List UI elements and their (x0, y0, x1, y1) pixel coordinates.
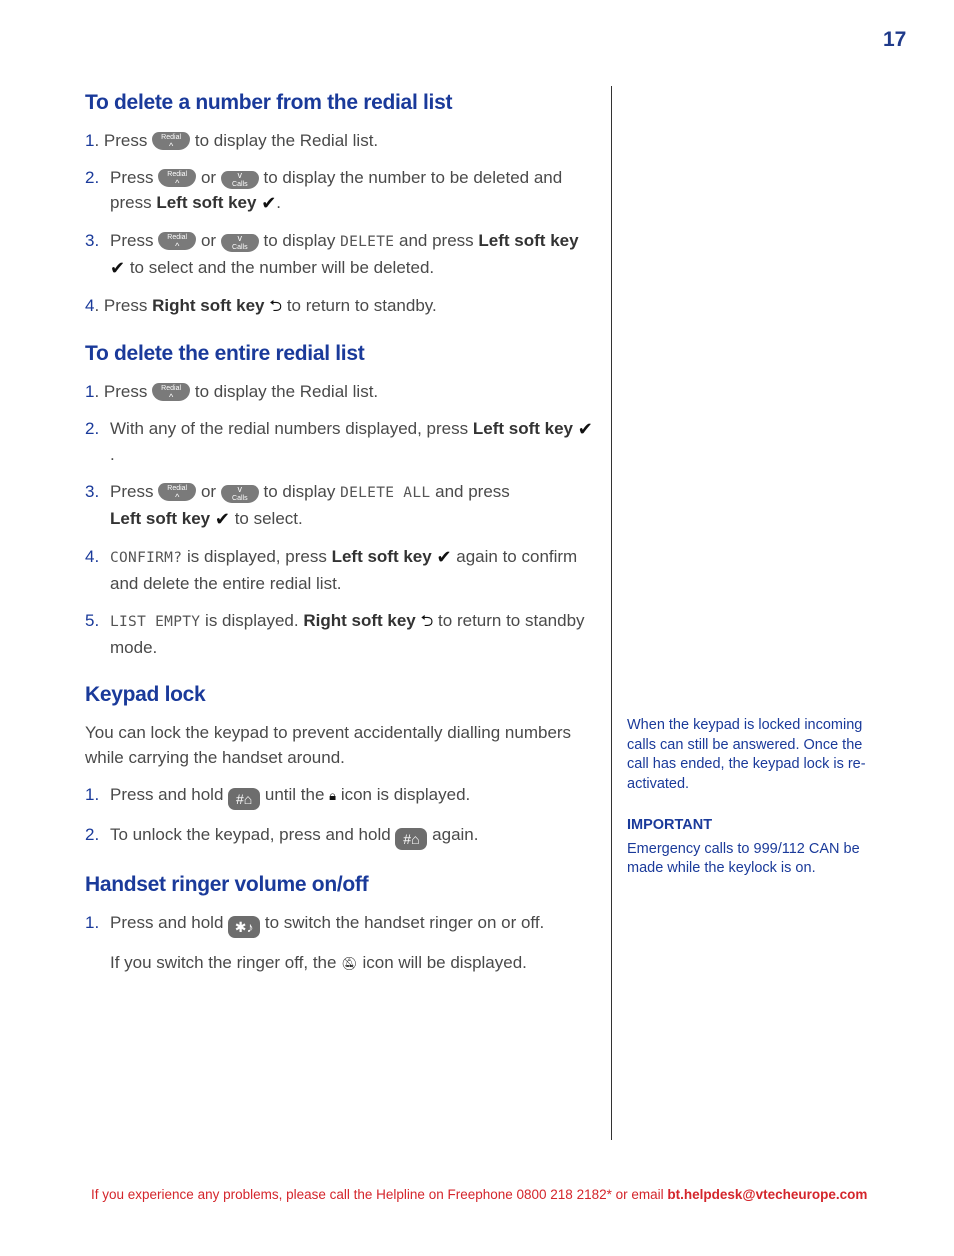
section-title: Keypad lock (85, 683, 206, 706)
intro-text: You can lock the keypad to prevent accidentally dialling numbers while carrying the handset around. (85, 723, 572, 767)
section-title: To delete the entire redial list (85, 342, 365, 365)
section-keypad-lock (85, 682, 595, 850)
hash-key-icon: #⌂ (228, 788, 260, 810)
step-5: 5. LIST EMPTY is displayed. Right soft key ⮌ to return to standby mode. (85, 611, 585, 657)
section-delete-all (85, 341, 595, 660)
star-key-icon: ✱♪ (228, 916, 260, 938)
step-1: 1. Press Redial ^ to display the Redial list. (85, 131, 379, 151)
footer-helpline: If you experience any problems, please call the Helpline on Freephone 0800 218 2182* or email bt.helpdesk@vtecheurope.com (91, 1187, 868, 1202)
step-1: 1. Press Redial ^ to display the Redial list. (85, 382, 379, 402)
tick-icon: ✔ (110, 258, 126, 278)
section-delete-number (85, 90, 595, 319)
sidebar-note: When the keypad is locked incoming calls can still be answered. Once the call has ended, the keypad lock is re-activated. (627, 717, 866, 792)
step-2: 2. To unlock the keypad, press and hold #⌂ again. (85, 822, 595, 850)
tick-icon: ✔ (261, 193, 277, 213)
redial-key-icon: Redial ^ (152, 132, 190, 150)
lock-icon: 🔒︎ (329, 788, 337, 803)
hash-key-icon: #⌂ (395, 828, 427, 850)
step-3: 3. Press Redial ^ or v Calls to display DELETE ALL and press Left soft key ✔ to select. (85, 479, 595, 532)
ringer-note: If you switch the ringer off, the 🔕︎ icon will be displayed. (85, 950, 595, 976)
step-2: 2. Press Redial ^ or v Calls to display the number to be deleted and press Left soft key ✔. (85, 165, 595, 216)
step-3: 3. Press Redial ^ or v Calls to display DELETE and press Left soft key ✔ to select and the number will be deleted. (85, 228, 595, 281)
column-divider (611, 86, 612, 1140)
ringer-off-icon: 🔕︎ (341, 956, 358, 971)
tick-icon: ✔ (436, 547, 452, 567)
calls-key-icon: v Calls (221, 234, 259, 252)
redial-key-icon: Redial ^ (158, 483, 196, 501)
step-1: 1. Press and hold ✱♪ to switch the handset ringer on or off. (85, 910, 595, 938)
section-title: Handset ringer volume on/off (85, 873, 369, 896)
back-arrow-icon: ⮌ (269, 298, 283, 315)
important-text: Emergency calls to 999/112 CAN be made while the keylock is on. (627, 840, 860, 876)
sidebar (627, 716, 867, 879)
tick-icon: ✔ (214, 509, 230, 529)
step-4: 4. CONFIRM? is displayed, press Left soft key ✔ again to confirm and delete the entire redial list. (85, 547, 578, 593)
section-ringer (85, 872, 595, 976)
step-1: 1. Press and hold #⌂ until the 🔒︎ icon is displayed. (85, 782, 595, 810)
step-2: 2. With any of the redial numbers displayed, press Left soft key ✔. (85, 419, 593, 464)
step-4: 4. Press Right soft key ⮌ to return to standby. (85, 293, 595, 319)
main-content (85, 90, 595, 996)
calls-key-icon: v Calls (221, 485, 259, 503)
redial-key-icon: Redial ^ (158, 232, 196, 250)
footer-email[interactable]: bt.helpdesk@vtecheurope.com (667, 1187, 868, 1202)
back-arrow-icon: ⮌ (420, 613, 434, 630)
redial-key-icon: Redial ^ (152, 383, 190, 401)
tick-icon: ✔ (577, 419, 593, 439)
redial-key-icon: Redial ^ (158, 169, 196, 187)
page-number: 17 (883, 28, 907, 51)
section-title: To delete a number from the redial list (85, 91, 453, 114)
calls-key-icon: v Calls (221, 171, 259, 189)
important-label: IMPORTANT (627, 817, 713, 833)
